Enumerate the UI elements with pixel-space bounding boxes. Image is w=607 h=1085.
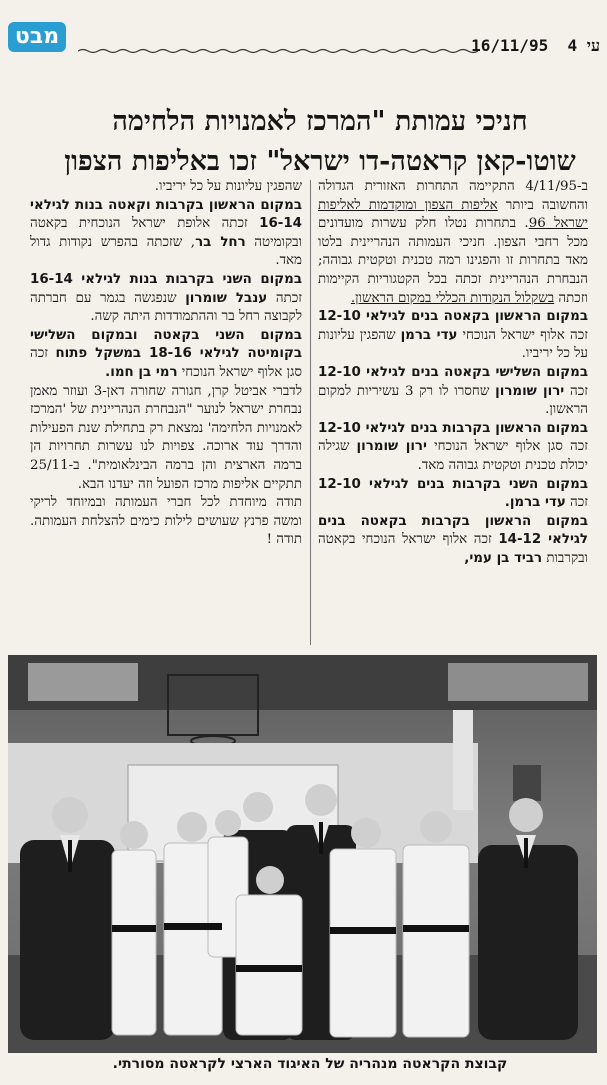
bold-text: עדי ברמן. — [504, 495, 566, 511]
article-paragraph — [30, 178, 302, 550]
body-text: זכה — [564, 383, 588, 399]
column-divider — [310, 180, 311, 645]
page-number: עי 4 — [567, 36, 600, 55]
bold-text: במקום הראשון בקרבות בנים לגילאי 12-10 — [318, 420, 588, 436]
underlined-text: אליפות הצפון ומוקדמות לאליפות ישראל 96 — [318, 197, 588, 232]
body-text: זכה אלוף ישראל הנוכחי בקאטה ובקרבות — [318, 532, 588, 566]
masthead — [0, 0, 607, 66]
team-photo-illustration — [8, 655, 597, 1053]
body-text: זכה — [565, 495, 588, 511]
headline-line-1: חניכי עמותת "המרכז לאמנויות הלחימה — [112, 106, 528, 137]
bold-text: במקום הראשון בקאטה בנים לגילאי 12-10 — [318, 309, 588, 325]
article-paragraph — [318, 178, 588, 568]
decorative-wave-rule — [78, 48, 478, 54]
article-column-left — [30, 178, 302, 550]
body-text: תודה מיוחדת לכל חברי העמותה ובמיוחד לריקי ומשה פרנץ שעושים לילות כימים להצלחת העמותה. תודה ! — [30, 495, 302, 548]
bold-text: רחל בר — [195, 234, 246, 250]
bold-text: עדי ברמן — [400, 327, 458, 343]
issue-date: 16/11/95 — [471, 36, 549, 55]
underlined-text: בשקלול הנקודות הכללי במקום הראשון. — [350, 290, 555, 306]
bold-text: במקום השלישי בקאטה בנים לגילאי 12-10 — [318, 364, 588, 380]
headline-line-2: שוטו-קאן קראטה-דו ישראל" זכו באליפות הצפון — [64, 146, 576, 177]
bold-text: רמי בן חמו. — [105, 364, 178, 380]
body-text: שהפגין עליונות על כל יריביו. — [318, 327, 588, 362]
bold-text: ירון שומרון — [495, 383, 565, 399]
bold-text: במקום השני בקאטה ובמקום השלישי בקומיטה לגילאי 18-16 במשקל פתוח — [30, 327, 302, 362]
bold-text: ירון שומרון — [356, 439, 427, 455]
body-text: זכתה — [267, 290, 302, 306]
body-text: שגילה יכולת טכנית וטקטית גבוהה מאד. — [318, 439, 588, 473]
body-text: שנפגשה בגמר עם חברתה לקבוצה רחל בר וההתמודדות היתה קשה. — [30, 290, 302, 325]
body-text: , שזכתה בהפרש נקודות גדול מאד. — [30, 234, 302, 269]
bold-text: במקום השני בקרבות בנות לגילאי 16-14 — [30, 271, 302, 287]
body-text: ב-4/11/95 התקיימה התחרות האזורית הגדולה והחשובה ביותר — [318, 179, 588, 213]
photo-caption: קבוצת הקראטה מנהריה של האיגוד הארצי לקראטה מסורתי. — [112, 1056, 508, 1072]
team-photo — [8, 655, 597, 1053]
newspaper-logo: מבט — [8, 22, 66, 52]
bold-text: במקום הראשון בקרבות בקאטה בנים לגילאי 14-12 — [318, 513, 588, 548]
body-text: זכה סגן אלוף ישראל הנוכחי — [30, 346, 302, 380]
bold-text: ענבל שומרון — [185, 290, 268, 306]
bold-text: במקום הראשון בקרבות וקאטה בנות לגילאי 16-14 — [30, 197, 302, 232]
body-text: שהפגין עליונות על כל יריביו. — [154, 179, 302, 194]
article-column-right — [318, 178, 588, 568]
body-text: שחסרו לו רק 3 עשיריות למקום הראשון. — [318, 383, 588, 418]
bold-text: במקום השני בקרבות בנים לגילאי 12-10 — [318, 476, 588, 492]
bold-text: רביד בן עמי, — [464, 550, 543, 566]
body-text: . בתחרות נטלו חלק עשרות מועדונים מכל רחבי הצפון. חניכי העמותה הנהריינית בלטו מאד בתחרות זו והפגינו רמה טכנית וטקטית גבוהה; הנבחרת הנהריינית זכתה בכל הקטגוריות הקיימות וזכתה — [318, 216, 588, 306]
body-text: זכה אלוף ישראל הנוכחי — [457, 327, 588, 343]
issue-date-line — [471, 36, 600, 56]
body-text: זכתה אלופת ישראל הנוכחית בקאטה ובקומיטה — [30, 216, 303, 250]
body-text: זכה סגן אלוף ישראל הנוכחי — [426, 439, 589, 455]
article-headline — [60, 102, 580, 182]
body-text: לדברי אביטל קרן, חגורה שחורה דאן-3 ועוזר מאמן נבחרת ישראל לנוער "הנבחרת הנהריינית של 'המרכז לאמנויות הלחימה' נמצאת רק בתחילת שנת הפעילות והדרך עוד ארוכה. צפויות לנו עשרות תחרויות הן ברמה הארצית והן ברמה הבינלאומית". ב-25/11 תתקיים אליפות מרכז הפועל וזה יעדנו הבא. — [30, 383, 302, 492]
